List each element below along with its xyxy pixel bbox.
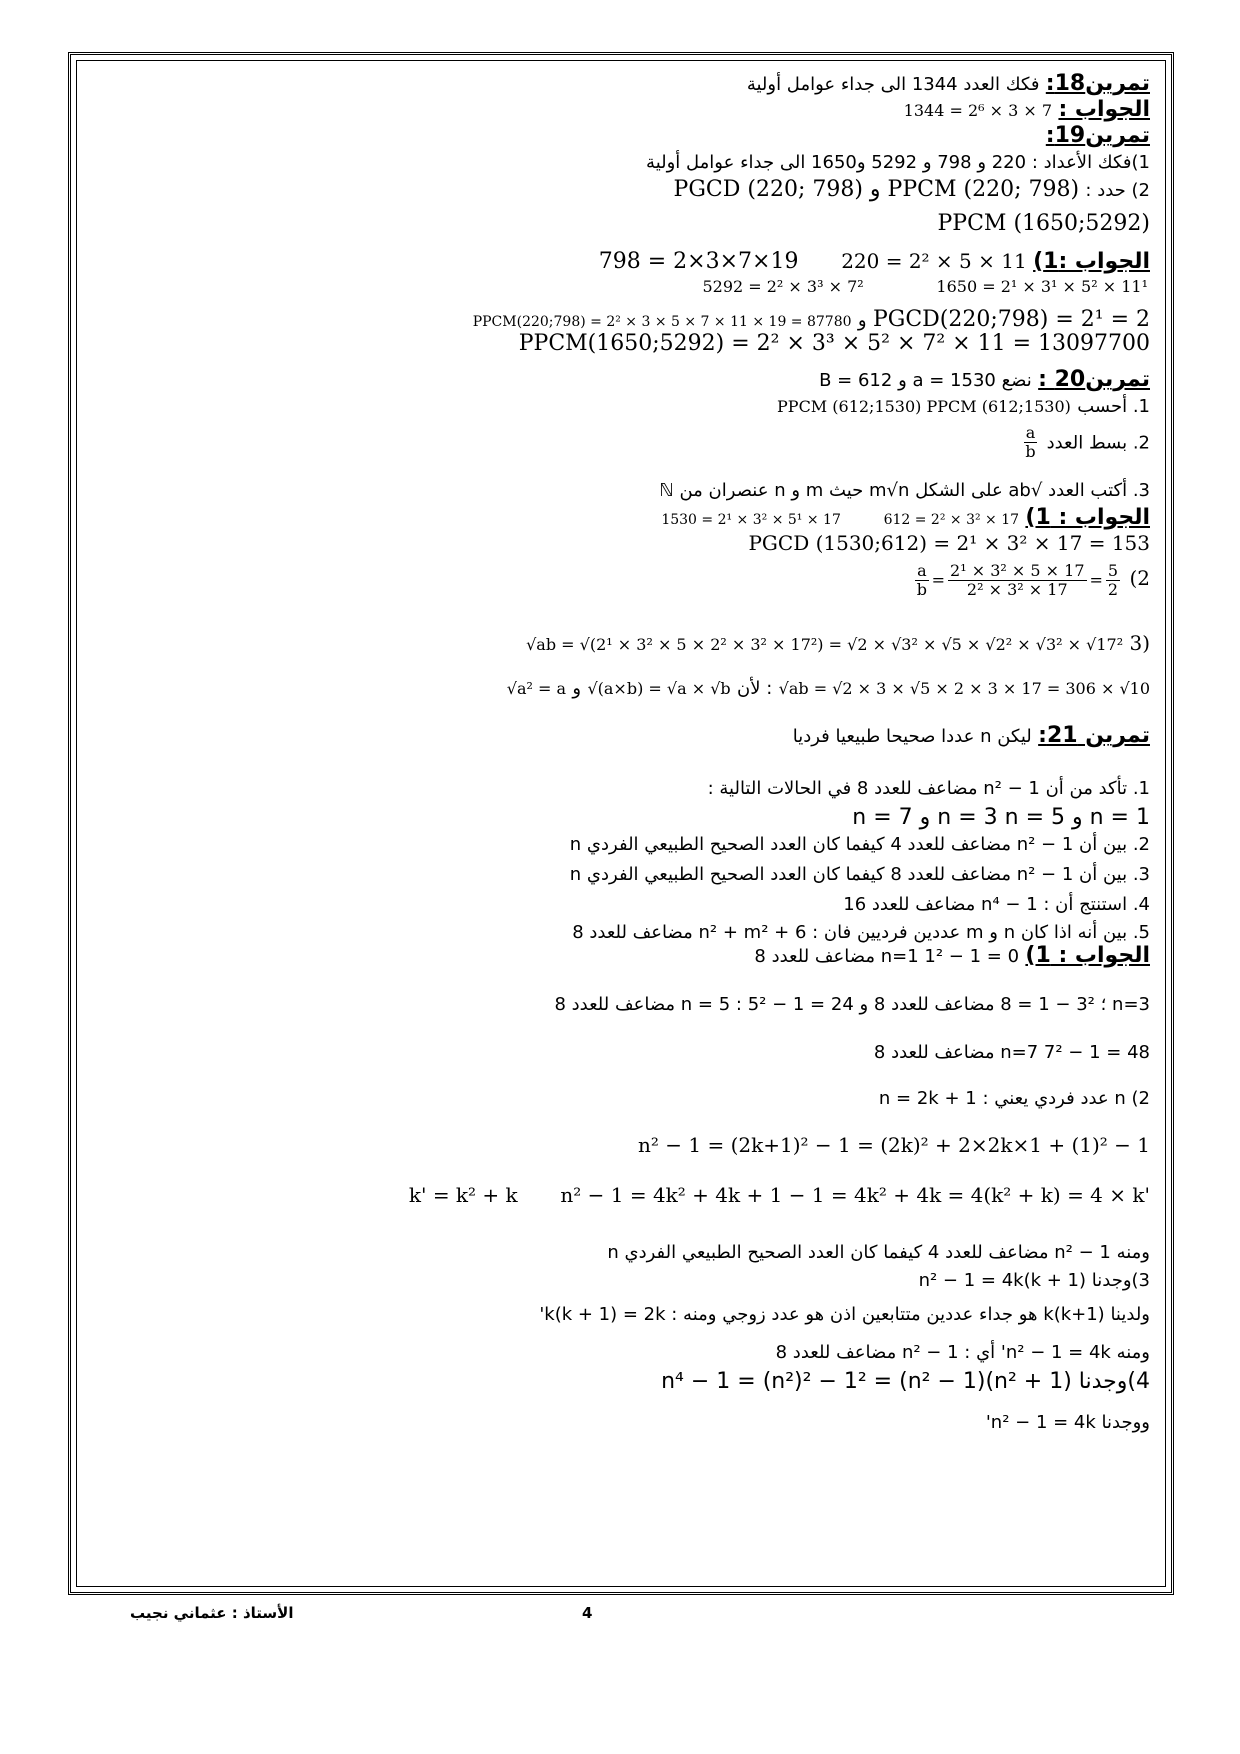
ex20-a3b-and: و bbox=[572, 678, 582, 699]
ex21-a3-line3: ومنه n² − 1 = 4k' أي : n² − 1 مضاعف للعدد 8 bbox=[775, 1342, 1150, 1363]
ex18-answer-label: الجواب : bbox=[1058, 97, 1150, 122]
ex21-q1-cases-row bbox=[90, 806, 1150, 830]
ex21-header bbox=[90, 724, 1150, 748]
ex18-answer-math: 1344 = 2⁶ × 3 × 7 bbox=[903, 101, 1053, 120]
ex21-a1-n7: n=7 7² − 1 = 48 مضاعف للعدد 8 bbox=[873, 1042, 1150, 1063]
ex21-q2-text: 2. بين أن n² − 1 مضاعف للعدد 4 كيفما كان العدد الصحيح الطبيعي الفردي n bbox=[569, 834, 1150, 855]
ex20-q2-fraction: $\frac{a}{b}$ bbox=[1025, 423, 1036, 462]
ex20-title: تمرين20 : bbox=[1038, 367, 1150, 392]
ex19-header bbox=[90, 124, 1150, 148]
ex19-q1 bbox=[90, 150, 1150, 173]
ex21-a2-conclusion-row bbox=[90, 1240, 1150, 1263]
ex21-a2-eq1: n² − 1 = (2k+1)² − 1 = (2k)² + 2×2k×1 + (1)² − 1 bbox=[638, 1133, 1150, 1157]
ex20-q3 bbox=[90, 478, 1150, 501]
ex20-a1-1530: 1530 = 2¹ × 3² × 5¹ × 17 bbox=[661, 512, 841, 528]
ex19-title: تمرين19: bbox=[1045, 123, 1150, 148]
ex21-statement: ليكن n عددا صحيحا طبيعيا فرديا bbox=[792, 726, 1032, 747]
ex21-q1 bbox=[90, 776, 1150, 799]
ex20-a3 bbox=[90, 632, 1150, 654]
ex21-a2-intro: 2) n عدد فردي يعني : n = 2k + 1 bbox=[878, 1088, 1150, 1109]
ex20-q2-text: 2. بسط العدد bbox=[1046, 432, 1150, 454]
ex19-a3-math: PPCM(1650;5292) = 2² × 3³ × 5² × 7² × 11 = 13097700 bbox=[518, 331, 1150, 356]
ex20-a1-612: 612 = 2² × 3² × 17 bbox=[883, 512, 1020, 528]
ex21-a2-intro-row bbox=[90, 1086, 1150, 1109]
ex19-q2-math2: PPCM (1650;5292) bbox=[937, 211, 1150, 236]
ex20-a2-math: $\frac{a}{b}$ = $\frac{\text{2¹ × 3² × 5 × 17}}{\text{2² × 3² × 17}}$ = $\frac{5}{2}$ bbox=[916, 561, 1119, 600]
ex19-a2 bbox=[90, 308, 1150, 332]
ex21-a3-intro: 3)وجدنا n² − 1 = 4k(k + 1) bbox=[918, 1270, 1150, 1291]
ex21-a4-line2-row bbox=[90, 1410, 1150, 1433]
ex21-a4-line2: ووجدنا n² − 1 = 4k' bbox=[985, 1412, 1150, 1433]
ex21-a3-intro-row bbox=[90, 1268, 1150, 1291]
ex21-title: تمرين 21: bbox=[1038, 723, 1150, 748]
page-content bbox=[90, 64, 1150, 1584]
ex19-answer-label: الجواب :1) bbox=[1033, 249, 1150, 274]
ex21-a4-intro: 4)وجدنا n⁴ − 1 = (n²)² − 1² = (n² − 1)(n² + 1) bbox=[661, 1369, 1150, 1394]
ex21-a2-eq1-row bbox=[90, 1134, 1150, 1156]
ex19-answer-row1 bbox=[90, 250, 1150, 274]
ex21-a3-line2-row bbox=[90, 1302, 1150, 1325]
ex20-a2 bbox=[90, 562, 1150, 600]
ex19-a1-798: 798 = 2×3×7×19 bbox=[598, 249, 799, 274]
ex20-a1-pgcd: PGCD (1530;612) = 2¹ × 3² × 17 = 153 bbox=[748, 531, 1150, 555]
ex19-a1-5292: 5292 = 2² × 3³ × 7² bbox=[702, 277, 864, 296]
ex20-q1 bbox=[90, 394, 1150, 417]
ex21-a1-n7-row bbox=[90, 1040, 1150, 1063]
ex21-q5-text: 5. بين أنه اذا كان n و m عددين فرديين فان : n² + m² + 6 مضاعف للعدد 8 bbox=[572, 922, 1150, 943]
ex20-a3b-rule2: √a² = a bbox=[506, 679, 567, 698]
ex21-a2-eq2-left: k' = k² + k bbox=[408, 1183, 518, 1207]
ex19-answer-row2 bbox=[90, 274, 1150, 296]
ex19-q2 bbox=[90, 178, 1150, 202]
ex21-a4-intro-row bbox=[90, 1370, 1150, 1394]
ex18-statement: فكك العدد 1344 الى جداء عوامل أولية bbox=[746, 74, 1040, 95]
ex20-a3b bbox=[90, 676, 1150, 699]
ex21-a3-line2: ولدينا k(k+1) هو جداء عددين متتابعين اذن هو عدد زوجي ومنه : k(k + 1) = 2k' bbox=[539, 1304, 1150, 1325]
ex18-header bbox=[90, 72, 1150, 96]
ex20-answer-label: الجواب : 1) bbox=[1025, 505, 1150, 530]
ex20-a1-pgcd-row bbox=[90, 532, 1150, 554]
teacher-name: الأستاذ : عثماني نجيب bbox=[130, 1604, 294, 1622]
ex19-q2-label: 2) حدد : bbox=[1085, 180, 1150, 201]
ex19-a2-and: و bbox=[857, 310, 867, 331]
ex21-a2-conclusion: ومنه n² − 1 مضاعف للعدد 4 كيفما كان العدد الصحيح الطبيعي الفردي n bbox=[607, 1242, 1150, 1263]
ex21-q5 bbox=[90, 920, 1150, 943]
ex21-answer-label: الجواب : 1) bbox=[1025, 943, 1150, 968]
ex21-a1-n1: n=1 1² − 1 = 0 مضاعف للعدد 8 bbox=[754, 946, 1020, 967]
ex21-q2 bbox=[90, 832, 1150, 855]
ex19-a2-ppcm: PPCM(220;798) = 2² × 3 × 5 × 7 × 11 × 19 = 87780 bbox=[472, 314, 852, 330]
ex19-a2-pgcd: PGCD(220;798) = 2¹ = 2 bbox=[872, 307, 1150, 332]
ex20-q1-math: PPCM (612;1530) PPCM (612;1530) bbox=[777, 397, 1071, 416]
ex19-q2-line2 bbox=[90, 212, 1150, 236]
ex21-q1-cases: n = 1 و n = 3 n = 5 و n = 7 bbox=[852, 805, 1150, 830]
ex20-q3-text: 3. أكتب العدد √ab على الشكل m√n حيث m و n عنصران من ℕ bbox=[659, 480, 1150, 501]
ex20-header bbox=[90, 368, 1150, 392]
ex21-q4 bbox=[90, 892, 1150, 915]
ex20-q2 bbox=[90, 424, 1150, 462]
ex21-a1-n3-n5-row bbox=[90, 992, 1150, 1015]
ex20-answer-row1 bbox=[90, 506, 1150, 530]
ex21-q1-text: 1. تأكد من أن n² − 1 مضاعف للعدد 8 في الحالات التالية : bbox=[707, 778, 1150, 799]
ex20-q1-text: 1. أحسب bbox=[1077, 396, 1150, 417]
ex21-q3 bbox=[90, 862, 1150, 885]
ex21-answer-row1 bbox=[90, 944, 1150, 968]
page-number: 4 bbox=[582, 1604, 593, 1622]
ex20-a3-label: 3) bbox=[1129, 631, 1150, 655]
ex20-a3-math: √ab = √(2¹ × 3² × 5 × 2² × 3² × 17²) = √2 × √3² × √5 × √2² × √3² × √17² bbox=[526, 635, 1124, 654]
ex21-a1-n3-n5: n=3 ؛ 3² − 1 = 8 مضاعف للعدد 8 و n = 5 : 5² − 1 = 24 مضاعف للعدد 8 bbox=[554, 994, 1150, 1015]
ex21-a2-eq2-right: n² − 1 = 4k² + 4k + 1 − 1 = 4k² + 4k = 4(k² + k) = 4 × k' bbox=[560, 1183, 1150, 1207]
ex21-a2-eq2-row bbox=[90, 1184, 1150, 1206]
ex19-q2-math: PGCD (220; 798) و PPCM (220; 798) bbox=[673, 177, 1080, 202]
ex20-statement: نضع a = 1530 و B = 612 bbox=[819, 370, 1032, 391]
ex20-a3b-math: √ab = √2 × 3 × √5 × 2 × 3 × 17 = 306 × √10 bbox=[778, 679, 1150, 698]
ex19-q1-text: 1)فكك الأعداد : 220 و 798 و 5292 و1650 الى جداء عوامل أولية bbox=[646, 152, 1150, 173]
ex21-q3-text: 3. بين أن n² − 1 مضاعف للعدد 8 كيفما كان العدد الصحيح الطبيعي الفردي n bbox=[569, 864, 1150, 885]
ex20-a2-label: (2 bbox=[1129, 566, 1150, 591]
ex18-answer bbox=[90, 98, 1150, 122]
ex21-a3-line3-row bbox=[90, 1340, 1150, 1363]
ex20-a3b-because: : لأن bbox=[737, 678, 773, 699]
ex21-q4-text: 4. استنتج أن : n⁴ − 1 مضاعف للعدد 16 bbox=[843, 894, 1150, 915]
ex18-title: تمرين18: bbox=[1045, 71, 1150, 96]
ex20-a3b-rule1: √(a×b) = √a × √b bbox=[587, 679, 731, 698]
ex19-a3 bbox=[90, 332, 1150, 356]
ex19-a1-1650: 1650 = 2¹ × 3¹ × 5² × 11¹ bbox=[936, 277, 1148, 296]
ex19-a1-220: 220 = 2² × 5 × 11 bbox=[841, 249, 1027, 273]
